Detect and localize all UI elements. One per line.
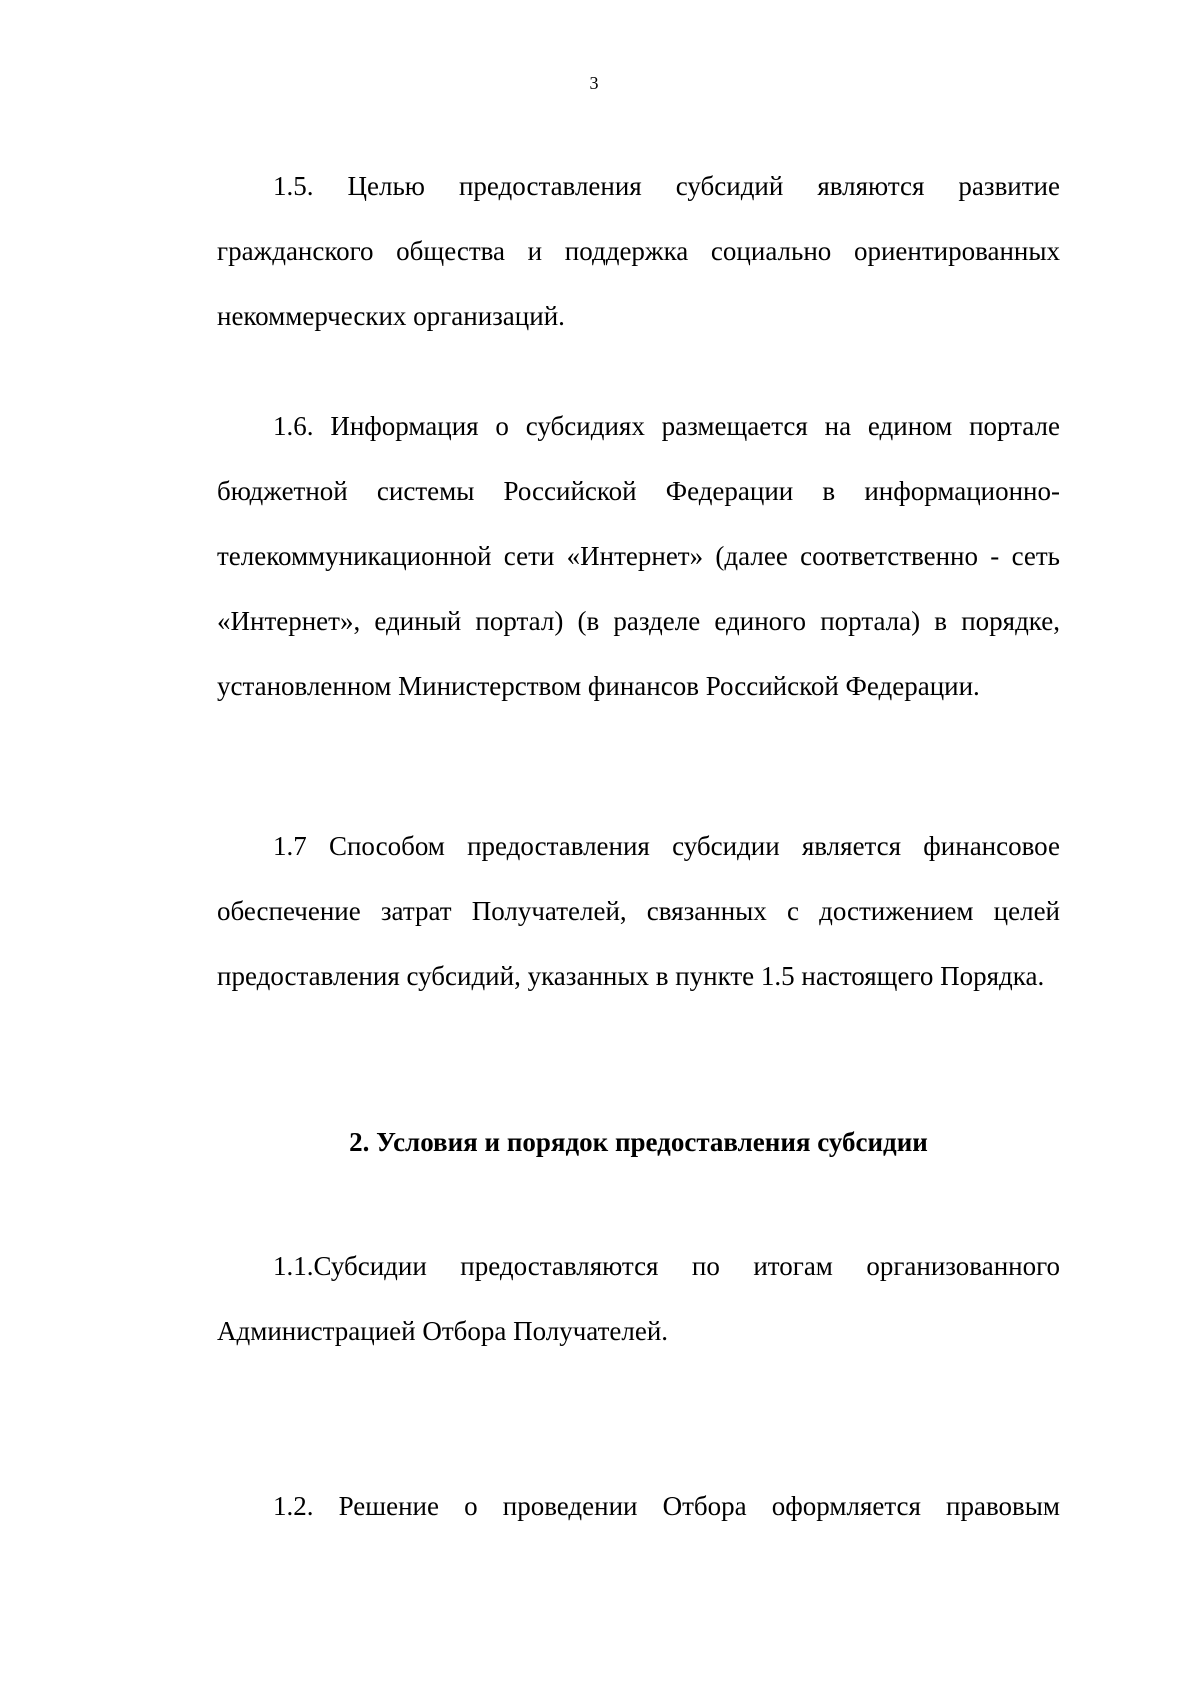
paragraph-1-6 [217, 394, 1060, 719]
page-number: 3 [589, 73, 599, 93]
paragraph-text: 1.6. Информация о субсидиях размещается на едином портале бюджетной системы Российской Федерации в информационно-телекоммуникационной сети «Интернет» (далее соответственно - сеть «Интернет», единый портал) (в разделе единого портала) в порядке, установленном Министерством финансов Российской Федерации. [217, 411, 1060, 701]
paragraph-text: 1.5. Целью предоставления субсидий являются развитие гражданского общества и поддержка социально ориентированных некоммерческих организаций. [217, 171, 1060, 331]
paragraph-text: 1.7 Способом предоставления субсидии является финансовое обеспечение затрат Получателей, связанных с достижением целей предоставления субсидий, указанных в пункте 1.5 настоящего Порядка. [217, 831, 1060, 991]
paragraph-text: 1.2. Решение о проведении Отбора оформляется правовым [273, 1491, 1060, 1521]
section-heading: 2. Условия и порядок предоставления субсидии [349, 1127, 928, 1157]
paragraph-text: 1.1.Субсидии предоставляются по итогам организованного Администрацией Отбора Получателей. [217, 1251, 1060, 1346]
paragraph-1-7 [217, 814, 1060, 1009]
paragraph-1-5 [217, 154, 1060, 349]
paragraph-2-1-1 [217, 1234, 1060, 1364]
paragraph-2-1-2 [217, 1474, 1060, 1539]
